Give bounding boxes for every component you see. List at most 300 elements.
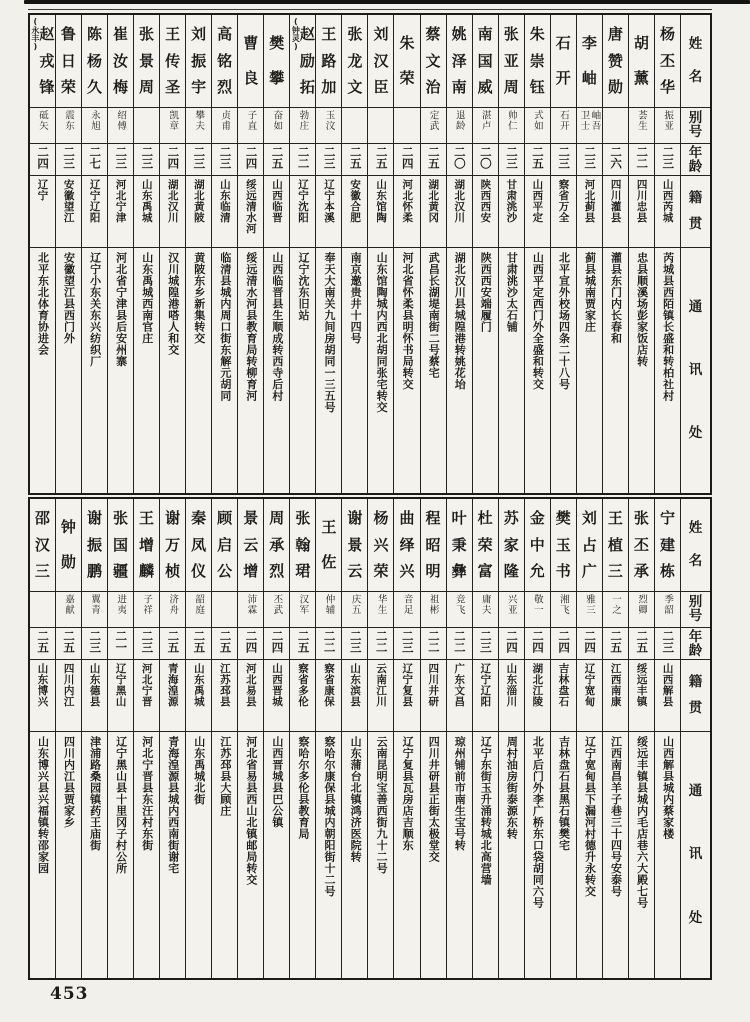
address-cell bbox=[264, 248, 289, 493]
origin-cell-text: 河北宁津 bbox=[114, 179, 127, 223]
origin-cell bbox=[186, 660, 211, 732]
origin-cell-text: 辽宁 bbox=[36, 179, 49, 201]
origin-cell-text: 山东临清 bbox=[218, 179, 231, 223]
alias-cell-text: 兴亚 bbox=[505, 594, 517, 615]
person-column bbox=[107, 15, 133, 493]
alias-cell bbox=[186, 592, 211, 628]
alias-cell bbox=[655, 592, 680, 628]
address-cell-text: 北平宣外校场四条二十八号 bbox=[557, 252, 571, 390]
origin-cell-text: 吉林盘石 bbox=[557, 663, 570, 707]
person-column bbox=[654, 15, 680, 493]
origin-cell bbox=[134, 176, 159, 248]
age-cell bbox=[499, 628, 524, 660]
alias-cell-text: 子祥 bbox=[141, 594, 153, 615]
person-column bbox=[159, 499, 185, 978]
alias-cell-text: 仲辅 bbox=[323, 594, 335, 615]
address-cell-text: 北平后门外李广桥东口袋胡同六号 bbox=[531, 736, 545, 909]
person-name: 曹 良 bbox=[243, 33, 259, 88]
alias-cell-text: 凯章 bbox=[167, 110, 179, 131]
age-cell-text: 二一 bbox=[114, 630, 129, 653]
person-name: 秦 凤 仪 bbox=[191, 508, 207, 581]
name-cell bbox=[82, 499, 107, 592]
age-cell bbox=[525, 628, 550, 660]
origin-cell-text: 湖北黄冈 bbox=[427, 179, 440, 223]
origin-cell-text: 山东馆陶 bbox=[375, 179, 388, 223]
origin-cell-text: 江西南康 bbox=[609, 663, 622, 707]
origin-cell-text: 辽宁宽甸 bbox=[583, 663, 596, 707]
address-cell-text: 山东蒲台北镇鸿济医院转 bbox=[349, 736, 363, 863]
alias-cell-text: 震东 bbox=[63, 110, 74, 131]
person-name: 杨 丕 华 bbox=[659, 24, 675, 97]
alias-cell-text: 荟生 bbox=[636, 110, 648, 131]
person-name: 石 开 bbox=[555, 33, 571, 88]
alias-cell bbox=[212, 592, 237, 628]
person-column bbox=[237, 15, 263, 493]
age-cell bbox=[56, 144, 81, 176]
name-cell bbox=[577, 15, 602, 108]
person-name: 周 承 烈 bbox=[269, 508, 285, 581]
age-cell-text: 二五 bbox=[374, 146, 389, 169]
age-cell-text: 二〇 bbox=[478, 146, 493, 169]
person-name: 金 中 允 bbox=[529, 508, 545, 581]
person-column bbox=[472, 15, 498, 493]
origin-cell-text: 山西芮城 bbox=[661, 179, 674, 223]
name-cell bbox=[525, 499, 550, 592]
person-column bbox=[654, 499, 680, 978]
person-column bbox=[107, 499, 133, 978]
alias-cell-text: 汉军 bbox=[297, 594, 309, 615]
address-cell-text: 山西平定西门外全盛和转交 bbox=[531, 252, 545, 390]
origin-cell bbox=[525, 176, 550, 248]
name-cell bbox=[603, 15, 628, 108]
address-cell-text: 奉天大南关九间房胡同一三五号 bbox=[323, 252, 337, 413]
age-cell bbox=[603, 628, 628, 660]
age-cell-text: 二三 bbox=[218, 146, 233, 169]
name-cell bbox=[551, 499, 576, 592]
name-cell bbox=[160, 499, 185, 592]
alias-cell bbox=[368, 108, 393, 144]
name-cell bbox=[655, 15, 680, 108]
alias-cell bbox=[56, 592, 81, 628]
age-cell-text: 二四 bbox=[244, 630, 259, 653]
age-cell-text: 二〇 bbox=[452, 146, 467, 169]
address-cell bbox=[290, 248, 315, 493]
alias-cell bbox=[473, 108, 498, 144]
origin-cell-text: 山东淄川 bbox=[505, 663, 518, 707]
age-cell-text: 二三 bbox=[62, 146, 77, 169]
alias-cell-text: 庆五 bbox=[349, 594, 361, 615]
person-name: 朱 荣 bbox=[399, 33, 415, 88]
origin-cell bbox=[290, 176, 315, 248]
row-header-column-top bbox=[680, 15, 710, 493]
age-cell-text: 二二 bbox=[374, 630, 389, 653]
alias-cell-text: 退龄 bbox=[453, 110, 465, 131]
address-cell-text: 山东博兴县兴福镇转邵家园 bbox=[36, 736, 50, 874]
person-column bbox=[133, 499, 159, 978]
row-header-column-bottom bbox=[680, 499, 710, 978]
origin-cell-text: 山东德县 bbox=[88, 663, 101, 707]
address-cell bbox=[629, 732, 654, 978]
age-cell-text: 二五 bbox=[62, 630, 77, 653]
age-cell bbox=[629, 144, 654, 176]
address-cell bbox=[551, 732, 576, 978]
age-cell-text: 二三 bbox=[400, 630, 415, 653]
address-cell-text: 辽宁沈东旧站 bbox=[296, 252, 310, 321]
origin-cell-text: 安徽合肥 bbox=[349, 179, 362, 223]
person-column bbox=[393, 15, 419, 493]
address-cell-text: 察哈尔康保县城内朝阳街十二号 bbox=[323, 736, 337, 897]
age-cell-text: 二三 bbox=[504, 146, 519, 169]
alias-cell-text: 音足 bbox=[401, 594, 413, 615]
name-cell bbox=[30, 499, 55, 592]
address-cell-text: 山东馆陶城内西北胡同张宅转交 bbox=[375, 252, 389, 413]
alias-cell-text: 雅三 bbox=[583, 594, 595, 615]
address-cell bbox=[577, 732, 602, 978]
name-cell bbox=[368, 15, 393, 108]
origin-cell-text: 山西平定 bbox=[531, 179, 544, 223]
age-cell-text: 二五 bbox=[36, 630, 51, 653]
address-cell-text: 陕西西安端履门 bbox=[479, 252, 493, 333]
alias-cell bbox=[577, 592, 602, 628]
person-column bbox=[315, 499, 341, 978]
alias-cell bbox=[30, 592, 55, 628]
name-cell bbox=[316, 15, 341, 108]
person-column bbox=[446, 499, 472, 978]
age-cell bbox=[264, 144, 289, 176]
person-name: 王 增 麟 bbox=[139, 508, 155, 581]
person-column bbox=[524, 15, 550, 493]
person-name-note: (钟灵) bbox=[291, 17, 301, 51]
person-column bbox=[393, 499, 419, 978]
person-column bbox=[498, 15, 524, 493]
origin-cell bbox=[368, 176, 393, 248]
alias-cell bbox=[525, 592, 550, 628]
alias-cell bbox=[368, 592, 393, 628]
alias-cell bbox=[264, 592, 289, 628]
address-cell bbox=[212, 248, 237, 493]
person-name: 鲁 日 荣 bbox=[60, 24, 76, 97]
header-address: 通 讯 处 bbox=[688, 782, 703, 926]
header-age: 年 龄 bbox=[681, 628, 710, 660]
age-cell bbox=[499, 144, 524, 176]
origin-cell bbox=[238, 176, 263, 248]
origin-cell-text: 河北怀柔 bbox=[401, 179, 414, 223]
origin-cell-text: 广东文昌 bbox=[453, 663, 466, 707]
age-cell-text: 二三 bbox=[557, 146, 572, 169]
person-name: 高 铭 烈 bbox=[217, 24, 233, 97]
origin-cell bbox=[499, 660, 524, 732]
person-column bbox=[211, 15, 237, 493]
origin-cell-text: 陕西西安 bbox=[479, 179, 492, 223]
alias-cell-text: 式如 bbox=[531, 110, 543, 131]
name-cell bbox=[134, 499, 159, 592]
address-cell-text: 甘肃洮沙太石铺 bbox=[505, 252, 519, 333]
person-column bbox=[602, 15, 628, 493]
alias-cell bbox=[629, 592, 654, 628]
origin-cell-text: 河北易县 bbox=[244, 663, 257, 707]
origin-cell bbox=[342, 176, 367, 248]
address-cell bbox=[525, 732, 550, 978]
origin-cell bbox=[186, 176, 211, 248]
address-cell-text: 青海湟源县城内西南街谢宅 bbox=[166, 736, 180, 874]
person-column bbox=[133, 15, 159, 493]
age-cell bbox=[134, 144, 159, 176]
alias-cell bbox=[290, 108, 315, 144]
age-cell bbox=[212, 144, 237, 176]
address-cell-text: 北平东北体育协进会 bbox=[36, 252, 50, 356]
age-cell bbox=[108, 144, 133, 176]
person-column bbox=[289, 499, 315, 978]
name-cell bbox=[290, 15, 315, 108]
address-cell-text: 江西南昌羊子巷三十四号安泰号 bbox=[609, 736, 623, 897]
person-name: 杜 荣 富 bbox=[477, 508, 493, 581]
age-cell bbox=[108, 628, 133, 660]
address-cell bbox=[368, 248, 393, 493]
name-cell bbox=[603, 499, 628, 592]
origin-cell bbox=[473, 660, 498, 732]
age-cell bbox=[394, 144, 419, 176]
age-cell-text: 二四 bbox=[504, 630, 519, 653]
age-cell bbox=[186, 628, 211, 660]
person-name: 钟 勋 bbox=[60, 517, 76, 572]
address-cell-text: 芮城县西陌镇长盛和转柏社村 bbox=[661, 252, 675, 402]
age-cell bbox=[473, 144, 498, 176]
origin-cell-text: 河北蓟县 bbox=[583, 179, 596, 223]
address-cell-text: 山东禹城北街 bbox=[192, 736, 206, 805]
alias-cell bbox=[290, 592, 315, 628]
header-age: 年 龄 bbox=[681, 144, 710, 176]
directory-table-bottom bbox=[28, 497, 712, 980]
person-name: 陈 杨 久 bbox=[86, 24, 102, 97]
name-cell bbox=[290, 499, 315, 592]
person-columns-bottom bbox=[30, 499, 680, 978]
origin-cell bbox=[108, 660, 133, 732]
age-cell-text: 二五 bbox=[296, 630, 311, 653]
person-columns-top bbox=[30, 15, 680, 493]
alias-cell-text: 韶庭 bbox=[193, 594, 205, 615]
alias-cell bbox=[603, 592, 628, 628]
person-column bbox=[550, 15, 576, 493]
alias-cell bbox=[499, 592, 524, 628]
age-cell-text: 二三 bbox=[583, 146, 598, 169]
age-cell-text: 二五 bbox=[192, 630, 207, 653]
origin-cell-text: 辽宁沈阳 bbox=[297, 179, 309, 223]
person-name: 刘 汉 臣 bbox=[373, 24, 389, 97]
address-cell-text: 安徽望江县西门外 bbox=[62, 252, 76, 344]
age-cell bbox=[421, 628, 446, 660]
alias-cell-text: 华生 bbox=[375, 594, 387, 615]
name-cell bbox=[212, 499, 237, 592]
address-cell-text: 山西解县城内蔡家楼 bbox=[661, 736, 675, 840]
person-name: 赵 戎 锋 bbox=[39, 24, 55, 97]
age-cell bbox=[603, 144, 628, 176]
age-cell bbox=[525, 144, 550, 176]
age-cell-text: 二四 bbox=[166, 146, 181, 169]
person-column bbox=[81, 499, 107, 978]
name-cell bbox=[499, 15, 524, 108]
name-cell bbox=[629, 15, 654, 108]
origin-cell bbox=[447, 660, 472, 732]
person-column bbox=[185, 15, 211, 493]
age-cell-text: 二二 bbox=[296, 146, 311, 169]
address-cell-text: 吉林盘石县黑石镇樊宅 bbox=[557, 736, 571, 851]
origin-cell bbox=[447, 176, 472, 248]
person-name-note: (永丰) bbox=[30, 17, 40, 51]
alias-cell-text: 定武 bbox=[427, 110, 439, 131]
age-cell-text: 二五 bbox=[635, 630, 650, 653]
origin-cell-text: 四川井研 bbox=[427, 663, 440, 707]
origin-cell bbox=[264, 660, 289, 732]
person-name: 王 佐 bbox=[321, 517, 337, 572]
alias-cell bbox=[421, 108, 446, 144]
address-cell-text: 山西临晋县生顺成转西寺后村 bbox=[270, 252, 284, 402]
age-cell bbox=[342, 628, 367, 660]
alias-cell bbox=[316, 592, 341, 628]
origin-cell bbox=[551, 176, 576, 248]
address-cell bbox=[525, 248, 550, 493]
address-cell-text: 察哈尔多伦县教育局 bbox=[296, 736, 310, 840]
address-cell bbox=[577, 248, 602, 493]
person-name: 苏 家 隆 bbox=[503, 508, 519, 581]
alias-cell-text: 烈卿 bbox=[636, 594, 648, 615]
origin-cell bbox=[473, 176, 498, 248]
origin-cell-text: 湖北黄陂 bbox=[192, 179, 205, 223]
alias-cell bbox=[655, 108, 680, 144]
address-cell-text: 辽宁宽甸县下漏河村德升永转交 bbox=[583, 736, 597, 897]
address-cell bbox=[160, 248, 185, 493]
alias-cell-text: 进夷 bbox=[115, 594, 127, 615]
name-cell bbox=[56, 499, 81, 592]
person-column bbox=[341, 499, 367, 978]
alias-cell bbox=[577, 108, 602, 144]
address-cell-text: 云南昆明宝善西街九十二号 bbox=[375, 736, 389, 874]
age-cell-text: 二三 bbox=[192, 146, 207, 169]
origin-cell bbox=[108, 176, 133, 248]
age-cell-text: 二七 bbox=[88, 146, 103, 169]
name-cell bbox=[421, 499, 446, 592]
person-name: 刘 占 广 bbox=[581, 508, 597, 581]
alias-cell bbox=[394, 108, 419, 144]
address-cell bbox=[290, 732, 315, 978]
name-cell bbox=[421, 15, 446, 108]
alias-cell bbox=[394, 592, 419, 628]
name-cell bbox=[473, 499, 498, 592]
alias-cell bbox=[108, 108, 133, 144]
origin-cell bbox=[160, 176, 185, 248]
address-cell bbox=[82, 248, 107, 493]
address-cell-text: 河北省易县西山北镇邮局转交 bbox=[244, 736, 258, 886]
age-cell bbox=[316, 628, 341, 660]
origin-cell bbox=[655, 660, 680, 732]
origin-cell-text: 山东禹城 bbox=[140, 179, 153, 223]
age-cell bbox=[629, 628, 654, 660]
age-cell bbox=[447, 628, 472, 660]
name-cell bbox=[108, 15, 133, 108]
age-cell bbox=[577, 144, 602, 176]
name-cell bbox=[499, 499, 524, 592]
header-name: 姓 名 bbox=[681, 499, 710, 592]
origin-cell-text: 山西晋城 bbox=[270, 663, 283, 707]
address-cell-text: 辽宁复县瓦房店吉顺东 bbox=[401, 736, 415, 851]
name-cell bbox=[629, 499, 654, 592]
address-cell-text: 南京邀贵井十四号 bbox=[349, 252, 363, 344]
person-name: 王 植 三 bbox=[607, 508, 623, 581]
name-cell bbox=[447, 499, 472, 592]
person-column bbox=[289, 15, 315, 493]
age-cell bbox=[421, 144, 446, 176]
alias-cell-text: 一之 bbox=[609, 594, 621, 615]
origin-cell bbox=[577, 660, 602, 732]
address-cell bbox=[603, 732, 628, 978]
age-cell-text: 二二 bbox=[635, 146, 650, 169]
alias-cell bbox=[421, 592, 446, 628]
address-cell bbox=[264, 732, 289, 978]
origin-cell-text: 察省康保 bbox=[323, 663, 336, 707]
origin-cell-text: 湖北汉川 bbox=[453, 179, 466, 223]
age-cell-text: 二三 bbox=[88, 630, 103, 653]
name-cell bbox=[56, 15, 81, 108]
person-name: 张 龙 文 bbox=[347, 24, 363, 97]
age-cell-text: 二六 bbox=[609, 146, 624, 169]
alias-cell-text: 湘飞 bbox=[557, 594, 569, 615]
age-cell bbox=[290, 628, 315, 660]
address-cell-text: 辽宁东街玉升涌转城北高营墙 bbox=[479, 736, 493, 886]
name-cell bbox=[238, 499, 263, 592]
alias-cell bbox=[499, 108, 524, 144]
alias-cell-text: 玉汶 bbox=[323, 110, 335, 131]
age-cell-text: 二四 bbox=[531, 630, 546, 653]
person-column bbox=[420, 499, 446, 978]
person-name: 邵 汉 三 bbox=[34, 508, 50, 581]
origin-cell-text: 山西临晋 bbox=[270, 179, 283, 223]
name-cell bbox=[447, 15, 472, 108]
person-column bbox=[446, 15, 472, 493]
person-name: 樊 攀 bbox=[269, 33, 285, 88]
age-cell-text: 二三 bbox=[661, 630, 676, 653]
origin-cell bbox=[160, 660, 185, 732]
origin-cell-text: 江苏邳县 bbox=[218, 663, 231, 707]
address-cell-text: 黄陂东乡新集转交 bbox=[192, 252, 206, 344]
origin-cell bbox=[629, 660, 654, 732]
alias-cell-text: 沛霖 bbox=[245, 594, 257, 615]
address-cell bbox=[186, 248, 211, 493]
name-cell bbox=[394, 499, 419, 592]
origin-cell-text: 河北宁晋 bbox=[140, 663, 153, 707]
person-column bbox=[341, 15, 367, 493]
address-cell-text: 灌县东门内长春和 bbox=[609, 252, 623, 344]
origin-cell-text: 辽宁复县 bbox=[401, 663, 414, 707]
address-cell-text: 山东禹城西南官庄 bbox=[140, 252, 154, 344]
origin-cell-text: 甘肃洮沙 bbox=[505, 179, 518, 223]
alias-cell bbox=[82, 592, 107, 628]
person-name: 樊 玉 书 bbox=[555, 508, 571, 581]
address-cell-text: 琼州铺前市南生宝号转 bbox=[453, 736, 467, 851]
age-cell-text: 二五 bbox=[348, 146, 363, 169]
origin-cell bbox=[551, 660, 576, 732]
alias-cell bbox=[238, 592, 263, 628]
person-column bbox=[30, 15, 55, 493]
origin-cell bbox=[82, 176, 107, 248]
origin-cell bbox=[394, 660, 419, 732]
address-cell bbox=[316, 732, 341, 978]
origin-cell-text: 四川忠县 bbox=[635, 179, 648, 223]
alias-cell-text: 敬一 bbox=[531, 594, 543, 615]
origin-cell-text: 辽宁辽阳 bbox=[479, 663, 492, 707]
age-cell bbox=[160, 628, 185, 660]
origin-cell bbox=[212, 176, 237, 248]
origin-cell-text: 安徽望江 bbox=[62, 179, 75, 223]
name-cell bbox=[212, 15, 237, 108]
